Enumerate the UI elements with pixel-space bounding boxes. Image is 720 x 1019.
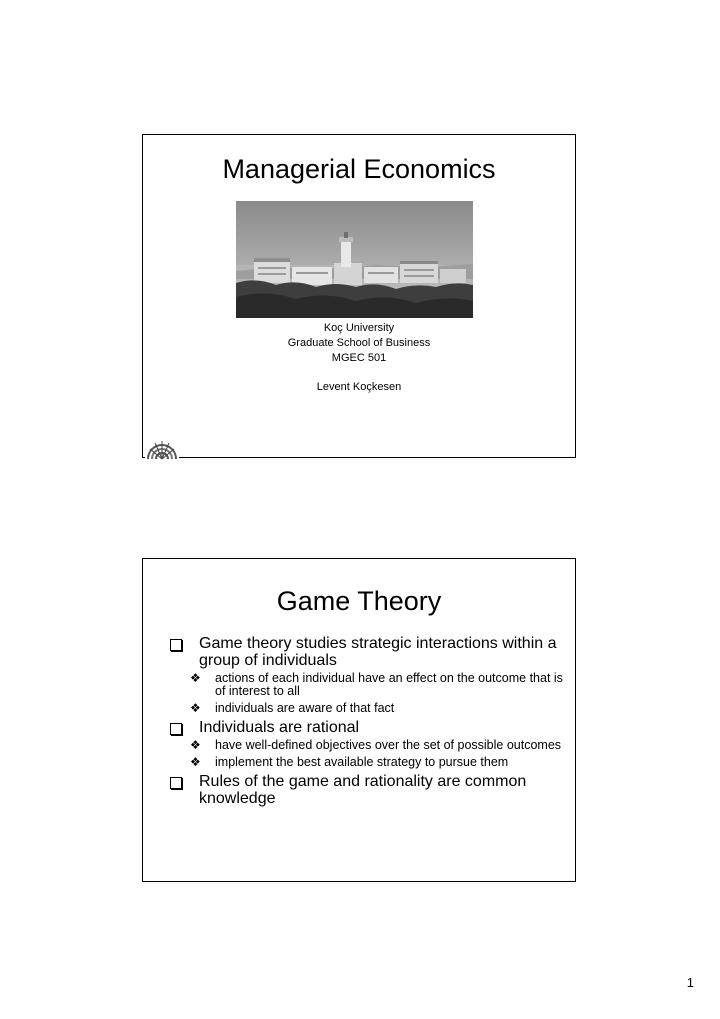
slide-2-title: Game Theory — [276, 586, 442, 616]
university-name: Koç University — [323, 322, 395, 334]
bullet-item: Game theory studies strategic interactions within a group of individuals — [143, 635, 577, 669]
hollow-square-icon — [170, 723, 182, 735]
diamond-cross-icon: ❖ — [190, 671, 201, 685]
instructor-name: Levent Koçkesen — [316, 381, 402, 393]
school-name: Graduate School of Business — [287, 337, 431, 349]
hollow-square-icon — [170, 639, 182, 651]
bullet-list — [143, 635, 577, 810]
sub-bullet-item: ❖ implement the best available strategy to pursue them — [190, 755, 509, 769]
diamond-cross-icon: ❖ — [190, 738, 201, 752]
course-info — [143, 321, 575, 395]
bullet-item: Rules of the game and rationality are common knowledge — [143, 773, 577, 807]
hollow-square-icon — [170, 777, 182, 789]
diamond-cross-icon: ❖ — [190, 755, 201, 769]
sub-bullet-item: ❖ actions of each individual have an effect on the outcome that is of interest to all — [190, 671, 563, 698]
ammonite-shell-logo-icon — [145, 435, 179, 461]
course-code: MGEC 501 — [331, 352, 387, 364]
bullet-item: Individuals are rational — [143, 719, 577, 736]
diamond-cross-icon: ❖ — [190, 701, 201, 715]
campus-photo — [236, 201, 473, 318]
sub-bullet-item: ❖ have well-defined objectives over the set of possible outcomes — [190, 738, 562, 752]
slide-1 — [142, 134, 576, 458]
slide-2 — [142, 558, 576, 882]
page-number: 1 — [686, 975, 694, 990]
sub-bullet-item: ❖ individuals are aware of that fact — [190, 701, 395, 715]
slide-1-title: Managerial Economics — [222, 154, 496, 184]
